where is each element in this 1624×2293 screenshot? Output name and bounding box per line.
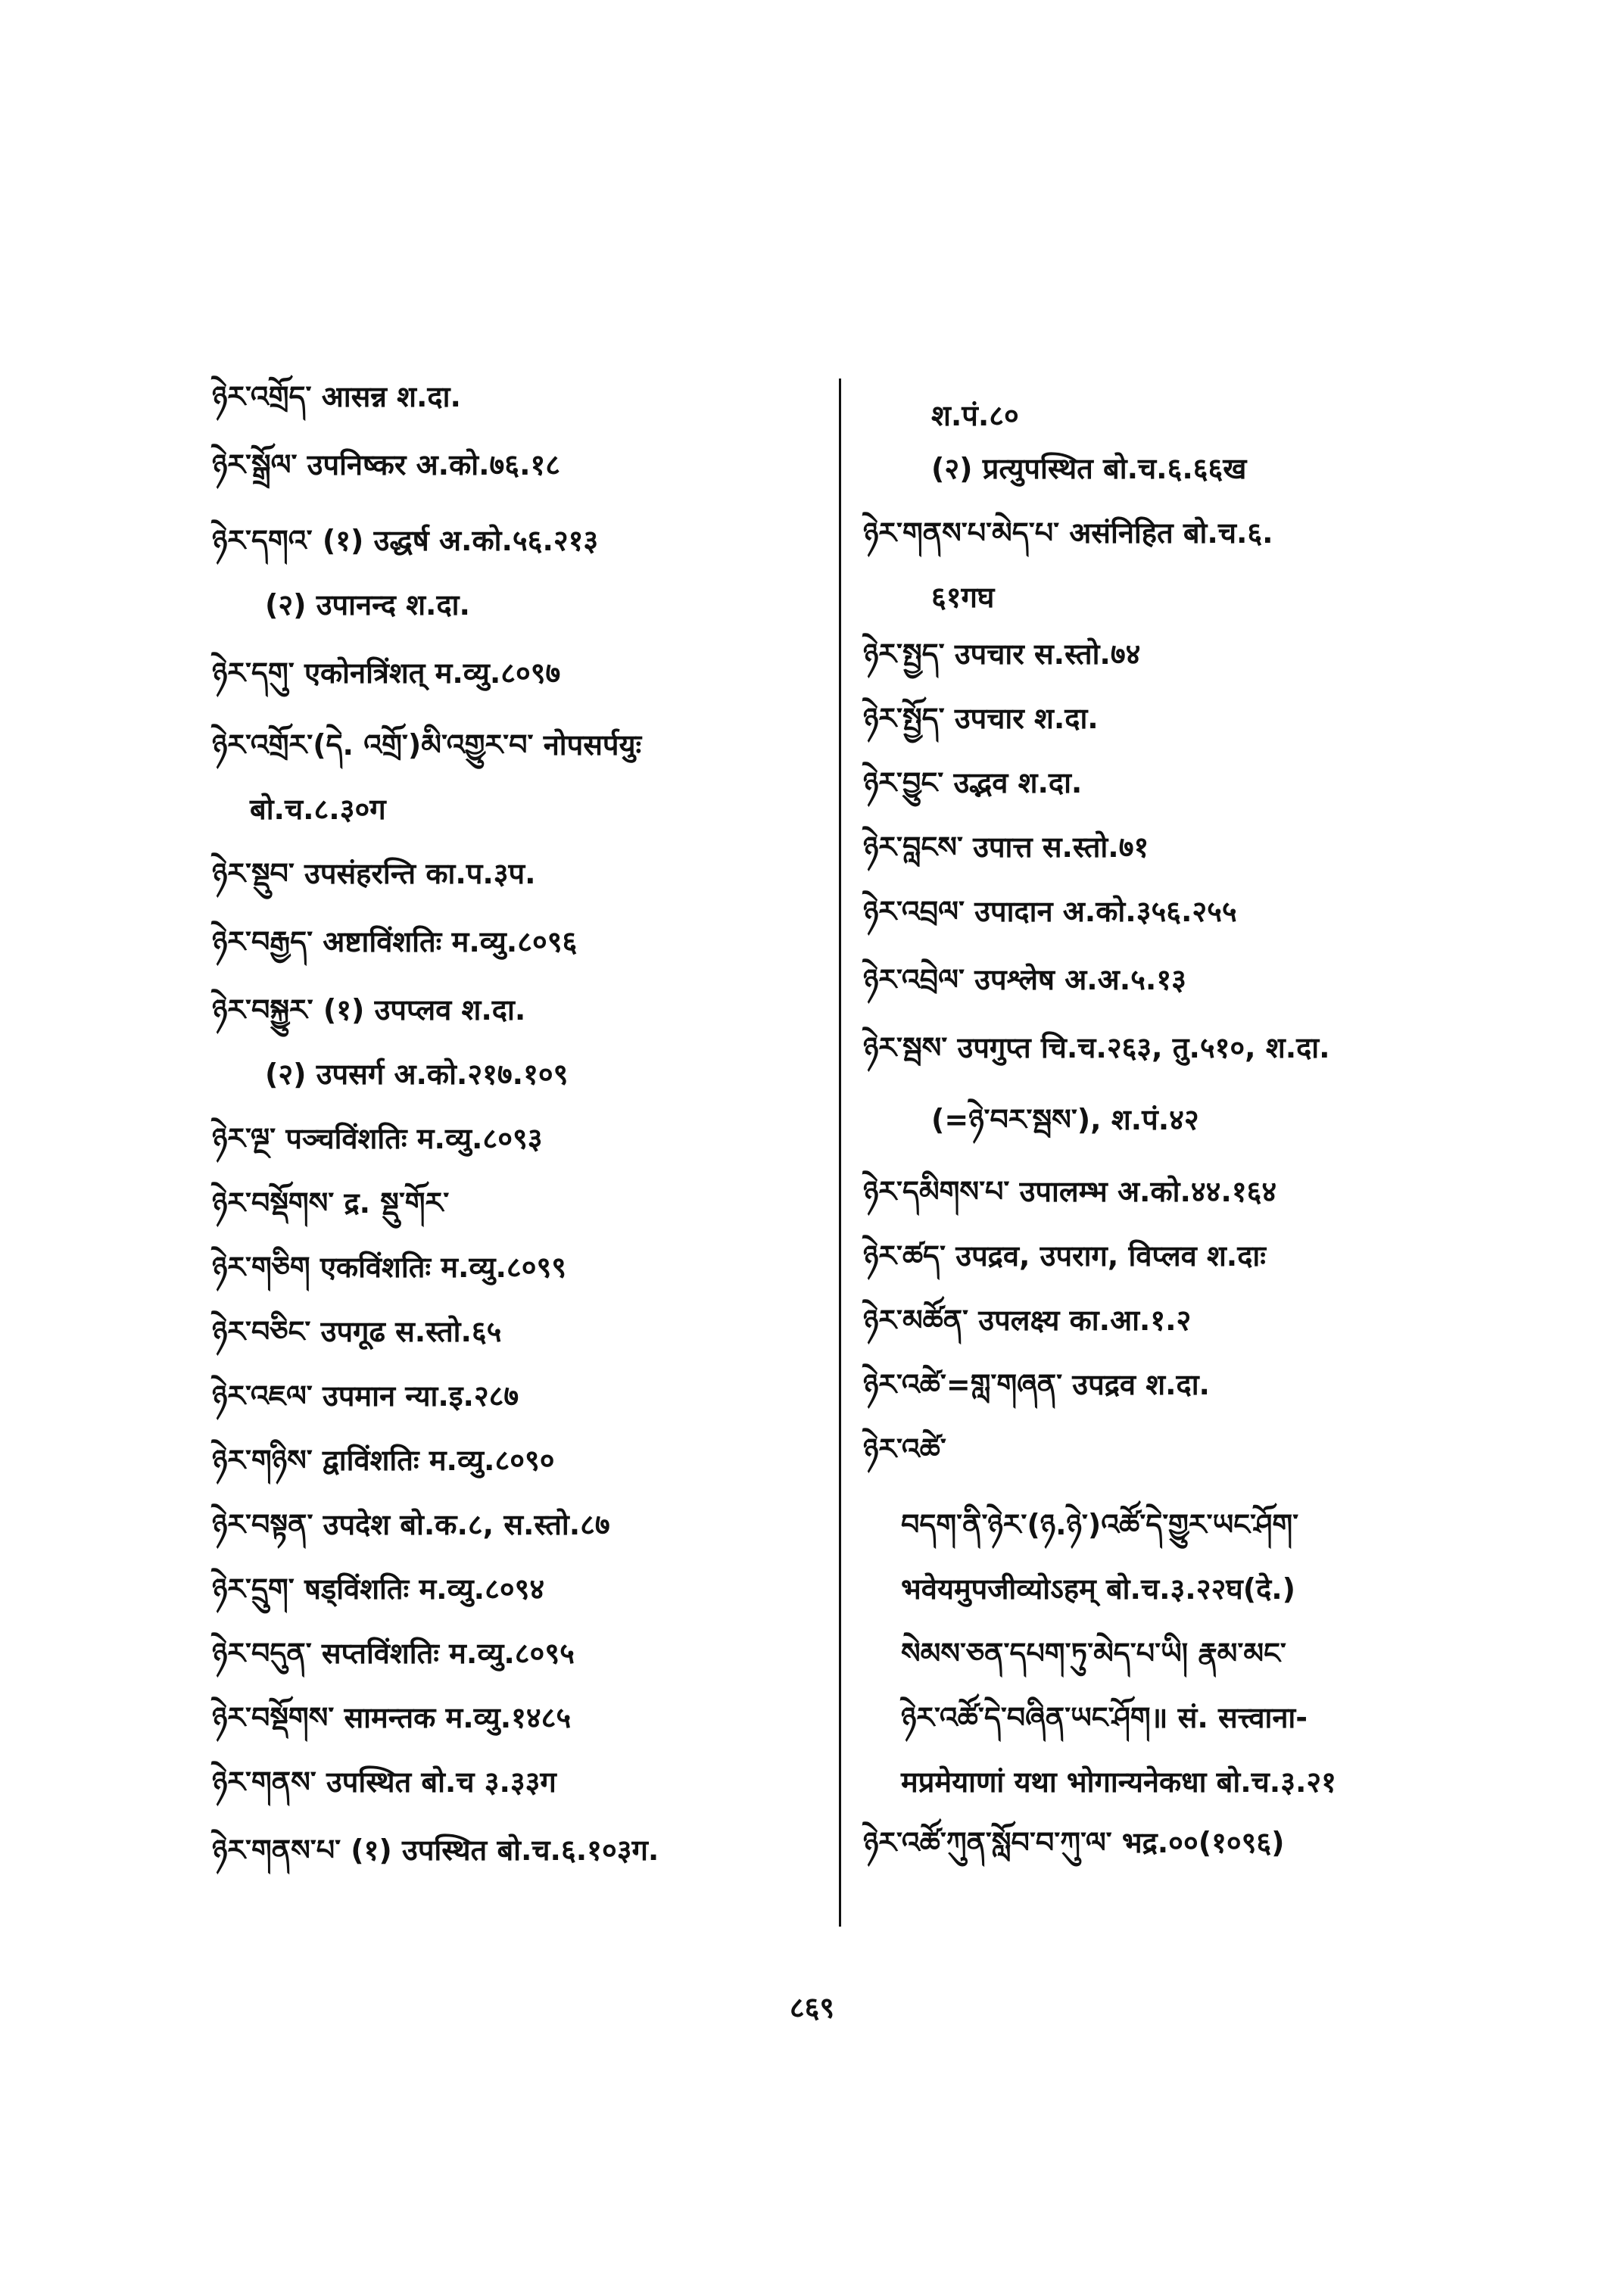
entry-line: ཉེར་བྱུང་ उद्भव श.दा. <box>863 766 1083 799</box>
entry-line: ཉེར་འཚོ་དེ་བཞིན་ཡང་ཤོག॥ सं. सत्त्वाना- <box>901 1701 1308 1734</box>
entry-line: (२) उपानन्द श.दा. <box>265 588 470 622</box>
entry-line: ཉེར་བཅིང་ उपगूढ स.स्तो.६५ <box>212 1315 502 1348</box>
entry-line: ཉེར་སྤྱོད་ उपचार श.दा. <box>863 702 1099 735</box>
entry-line: ཉེར་དམིགས་པ་ उपालम्भ अ.को.४४.१६४ <box>863 1175 1277 1208</box>
entry-line: ཉེར་འཚེ་=གླ་གཞན་ उपद्रव श.दा. <box>863 1368 1210 1401</box>
entry-line: ཉེར་གཉིས་ द्वाविंशतिः म.व्यु.८०९० <box>212 1444 555 1477</box>
entry-line: ཉེར་བླངས་ उपात्त स.स्तो.७१ <box>863 830 1149 864</box>
entry-line: ཉེར་དགུ་ एकोनत्रिंशत् म.व्यु.८०९७ <box>212 656 561 690</box>
entry-line: भवेयमुपजीव्योऽहम् बो.च.३.२२घ(दे.) <box>901 1572 1296 1606</box>
entry-line: ཉེར་སྒྲོལ་ उपनिष्कर अ.को.७६.१८ <box>212 448 561 481</box>
entry-line: ཉེར་འཚོ་ཀུན་སློབ་བ་ཀུ་ལ་ भद्र.००(१०९६) <box>863 1826 1285 1859</box>
entry-line: ཉེར་སྤྱད་ उपचार स.स्तो.७४ <box>863 637 1141 671</box>
entry-line: ཉེར་བསྟན་ उपदेश बो.क.८, स.स्तो.८७ <box>212 1508 610 1541</box>
entry-line: སེམས་ཅན་དཔག་ཏུ་མེད་པ་ཡི། རྣམ་མང་ <box>901 1637 1286 1670</box>
entry-line: ཉེར་འབྲལ་ उपादान अ.को.३५६.२५५ <box>863 895 1237 928</box>
entry-line: ཉེར་སྡུབ་ उपसंहरन्ति का.प.३प. <box>212 857 536 890</box>
entry-line: (२) प्रत्युपस्थित बो.च.६.६६ख <box>931 452 1247 485</box>
entry-line: ཉེར་གཅིག एकविंशतिः म.व्यु.८०९९ <box>212 1251 566 1284</box>
entry-line: ६१गघ <box>931 581 995 614</box>
entry-line: (२) उपसर्ग अ.को.२१७.१०९ <box>265 1058 569 1091</box>
entry-line: ཉེར་ལྔ་ पञ्चविंशतिः म.व्यु.८०९३ <box>212 1122 543 1155</box>
entry-line: ཉེར་འགྲོད་ आसन्न श.दा. <box>212 380 461 413</box>
entry-line: ཉེར་ཚད་ उपद्रव, उपराग, विप्लव श.दाः <box>863 1239 1266 1273</box>
entry-line: श.पं.८० <box>931 399 1019 432</box>
entry-line: ཉེར་གནས་པ་ (१) उपस्थित बो.च.६.१०३ग. <box>212 1833 659 1867</box>
entry-line: ཉེར་འཚེ་ <box>863 1432 946 1466</box>
entry-line: ཉེར་འགྲོར་(དེ. འགྲོ་)མི་འགྱུར་བ་ नोपसर्पयुः <box>212 728 642 762</box>
column-divider <box>839 379 841 1927</box>
entry-line: ཉེར་སྦས་ उपगुप्त चि.च.२६३, तु.५१०, श.दा. <box>863 1031 1330 1064</box>
entry-line: ཉེར་བསྡོགས་ सामन्तक म.व्यु.१४८५ <box>212 1701 572 1734</box>
entry-line: ཉེར་བདུན་ सप्तविंशतिः म.व्यु.८०९५ <box>212 1637 575 1670</box>
entry-line: मप्रमेयाणां यथा भोगान्यनेकधा बो.च.३.२१ <box>901 1765 1336 1799</box>
entry-line: ཉེར་འཇལ་ उपमान न्या.इ.२८७ <box>212 1379 519 1413</box>
page-number: ८६९ <box>789 1991 835 2024</box>
entry-line: ཉེར་བསྡོགས་ द्र. སྡུ་གོར་ <box>212 1186 450 1220</box>
entry-line: ཉེར་བརྒྱད་ अष्टाविंशतिः म.व्यु.८०९६ <box>212 925 578 958</box>
entry-line: बो.च.८.३०ग <box>250 793 386 826</box>
entry-line: ཉེར་དགའ་ (१) उद्धर्ष अ.को.५६.२१३ <box>212 524 599 557</box>
entry-line: ཉེར་དྲུག་ षड्विंशतिः म.व्यु.८०९४ <box>212 1572 545 1606</box>
entry-line: (=ཉེ་བར་སྦས་), श.पं.४२ <box>931 1103 1199 1136</box>
entry-line: ཉེར་གནས་ उपस्थित बो.च ३.३३ग <box>212 1765 556 1799</box>
entry-line: ཉེར་མཚོན་ उपलक्ष्य का.आ.१.२ <box>863 1304 1192 1337</box>
entry-line: ཉེར་འབྲེལ་ उपश्लेष अ.अ.५.१३ <box>863 963 1186 996</box>
entry-line: ཉེར་གནས་པ་མེད་པ་ असंनिहित बो.च.६. <box>863 516 1273 550</box>
entry-line: ཉེར་བསྐྱུར་ (१) उपप्लव श.दा. <box>212 993 526 1027</box>
entry-line: བདག་ནི་ཉེར་(ཉ.ཉེ་)འཚོ་དེ་གྱུར་ཡང་ཤོག་ <box>901 1508 1299 1541</box>
